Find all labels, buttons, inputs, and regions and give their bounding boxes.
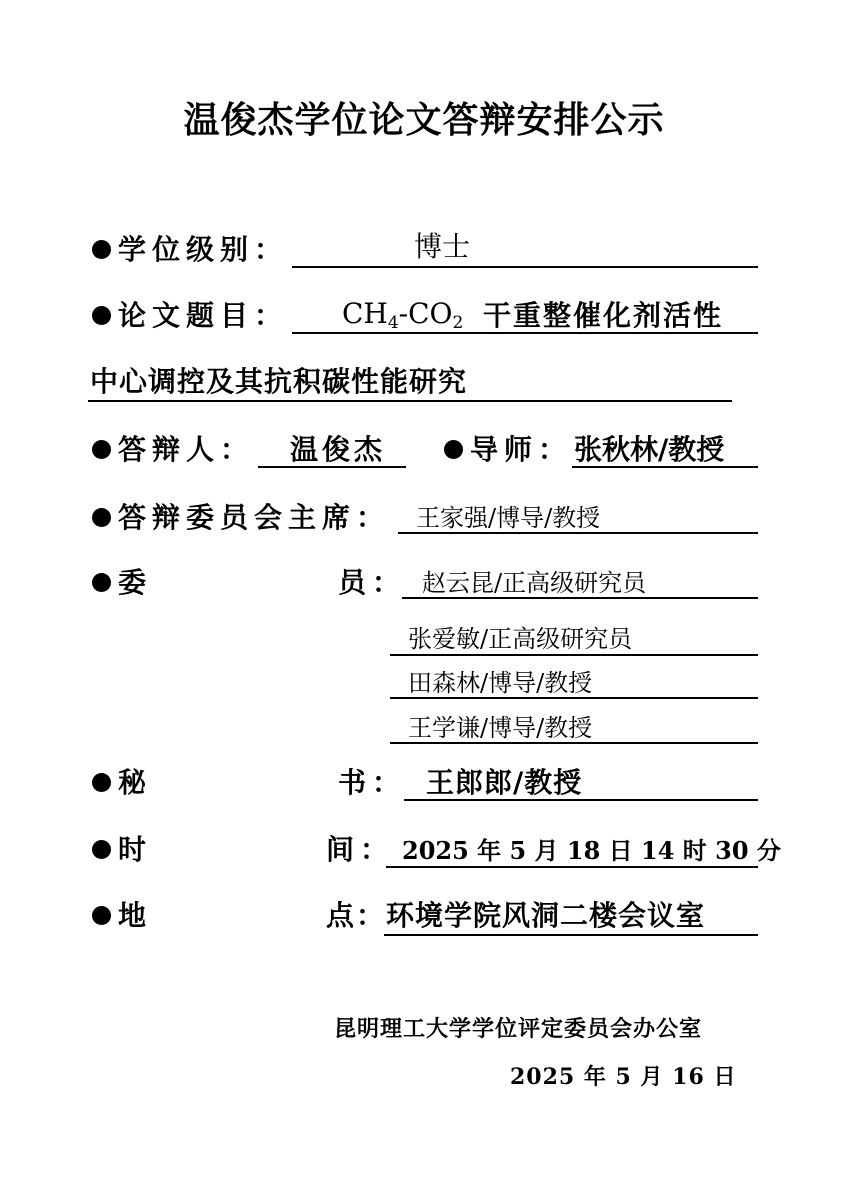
members-label-right: 员： bbox=[338, 566, 407, 599]
bullet-icon bbox=[92, 240, 111, 259]
bullet-icon bbox=[92, 906, 111, 925]
thesis-title-line1: 干重整催化剂活性 bbox=[483, 299, 724, 332]
thesis-title-line2: 中心调控及其抗积碳性能研究 bbox=[90, 365, 468, 398]
thesis-label: 论文题目： bbox=[118, 299, 289, 332]
place-label-left: 地 bbox=[118, 899, 153, 932]
member-item: 田森林/博导/教授 bbox=[408, 669, 593, 697]
member-item: 赵云昆/正高级研究员 bbox=[422, 569, 647, 597]
issue-date: 2025 年 5 月 16 日 bbox=[510, 1064, 737, 1090]
secretary-label-right: 书： bbox=[338, 766, 407, 799]
chair-value: 王家强/博导/教授 bbox=[416, 504, 601, 532]
advisor-label: 导师： bbox=[470, 433, 573, 466]
bullet-icon bbox=[92, 840, 111, 859]
degree-label: 学位级别： bbox=[118, 233, 289, 266]
time-label-right: 间： bbox=[326, 833, 395, 866]
place-value: 环境学院风洞二楼会议室 bbox=[386, 899, 706, 932]
defender-value: 温俊杰 bbox=[290, 433, 387, 466]
time-value: 2025 年 5 月 18 日 14 时 30 分 bbox=[402, 836, 781, 865]
members-label-left: 委 bbox=[118, 566, 153, 599]
time-label-left: 时 bbox=[118, 833, 153, 866]
member-item: 张爱敏/正高级研究员 bbox=[408, 625, 633, 653]
page-title: 温俊杰学位论文答辩安排公示 bbox=[183, 99, 665, 141]
bullet-icon bbox=[92, 440, 111, 459]
bullet-icon bbox=[92, 306, 111, 325]
bullet-icon bbox=[92, 573, 111, 592]
member-item: 王学谦/博导/教授 bbox=[408, 714, 593, 742]
issuing-office: 昆明理工大学学位评定委员会办公室 bbox=[334, 1016, 703, 1042]
defender-label: 答辩人： bbox=[118, 433, 255, 466]
secretary-label-left: 秘 bbox=[118, 766, 153, 799]
advisor-value: 张秋林/教授 bbox=[574, 433, 725, 466]
place-label-right: 点： bbox=[326, 899, 387, 932]
bullet-icon bbox=[92, 773, 111, 792]
bullet-icon bbox=[444, 440, 463, 459]
degree-value: 博士 bbox=[414, 230, 471, 263]
degree-underline bbox=[292, 232, 758, 268]
chair-label: 答辩委员会主席： bbox=[118, 501, 391, 534]
bullet-icon bbox=[92, 508, 111, 527]
thesis-formula: $CH_4-CO_2$ bbox=[342, 297, 464, 333]
secretary-value: 王郎郎/教授 bbox=[426, 766, 583, 799]
